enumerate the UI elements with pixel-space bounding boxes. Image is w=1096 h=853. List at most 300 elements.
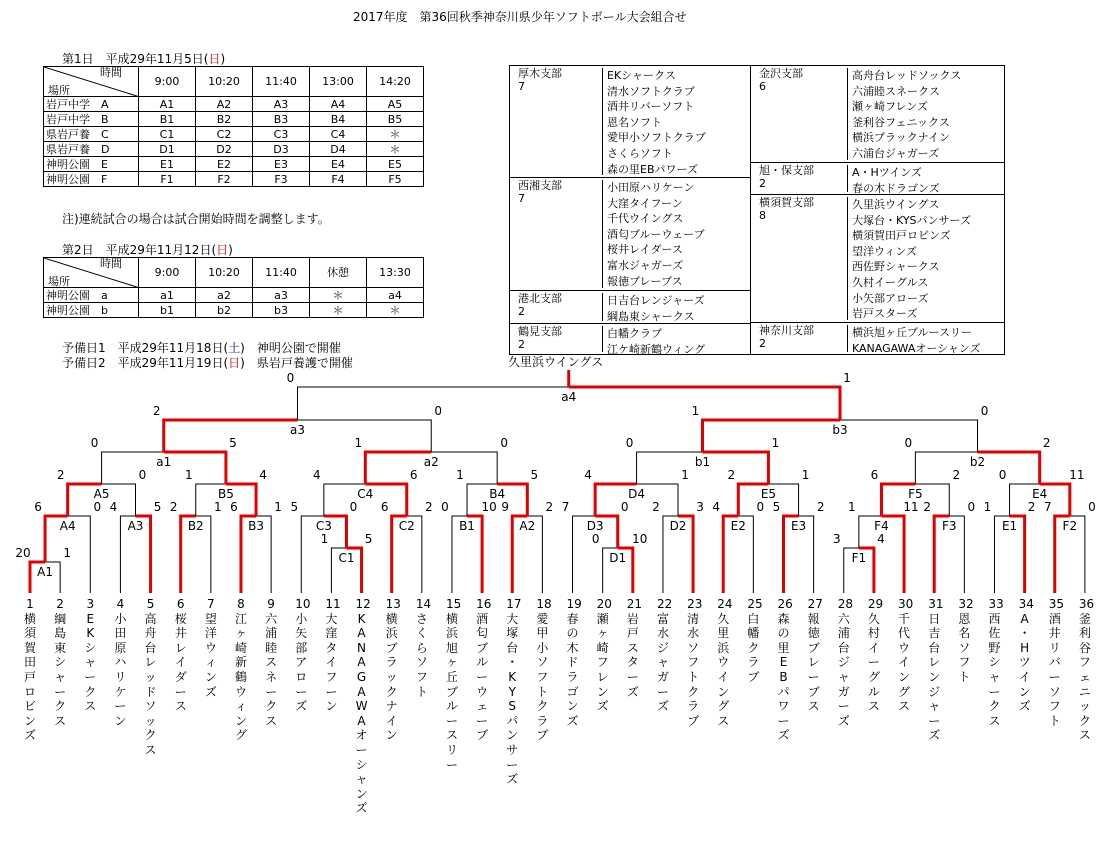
branch-team: 横浜旭ヶ丘ブルースリー — [852, 326, 973, 339]
branch-team: 千代ウイングス — [607, 212, 684, 226]
team-entry — [506, 597, 522, 787]
game-label: B1 — [459, 519, 475, 533]
team-name: 望 洋 ウ ィ ン ズ — [204, 611, 217, 699]
team-name: 岩 戸 ス タ ー ズ — [626, 611, 639, 699]
team-number: 2 — [56, 597, 64, 611]
game-cell: D3 — [253, 142, 310, 157]
team-name: 横 須 賀 田 戸 ロ ビ ン ズ — [24, 611, 37, 743]
score-label: 20 — [15, 546, 31, 560]
team-number: 10 — [295, 597, 311, 611]
game-cell: b3 — [253, 303, 310, 318]
score-label: 1 — [771, 436, 780, 450]
branch-team: 江ケ崎新鶴ウィング — [607, 342, 706, 356]
score-label: 4 — [584, 468, 592, 482]
branch-team: 瀬ヶ崎フレンズ — [852, 100, 928, 114]
team-number: 36 — [1078, 597, 1095, 611]
game-cell: A2 — [196, 97, 253, 112]
branch-label: 西湘支部 — [518, 179, 562, 192]
game-cell: F3 — [253, 172, 310, 187]
score-label: 0 — [93, 500, 102, 514]
day2-heading-text: 第2日 平成29年11月12日( — [62, 243, 217, 257]
team-entry — [988, 597, 1004, 728]
branch-count: 2 — [518, 337, 525, 351]
team-number: 29 — [867, 597, 884, 611]
score-label: 0 — [620, 500, 629, 514]
branch-team: 日吉台レンジャーズ — [607, 294, 705, 307]
game-cell: D2 — [196, 142, 253, 157]
score-label: 2 — [169, 500, 178, 514]
game-cell: C3 — [253, 127, 310, 142]
branch-count: 7 — [518, 79, 525, 93]
team-entry — [235, 597, 247, 743]
game-label: C4 — [357, 487, 374, 501]
time-header: 休憩 — [310, 258, 367, 288]
reserve-text: 予備日2 平成29年11月19日( — [62, 356, 229, 370]
branch-team: 久村イーグルス — [852, 275, 929, 289]
team-name: 大 窪 タ イ フ ー ン — [325, 611, 338, 714]
game-label: D4 — [628, 487, 646, 501]
team-name: 桜 井 レ イ ダ ー ス — [174, 611, 187, 714]
branch-team: 久里浜ウイングス — [852, 198, 940, 211]
game-cell: B2 — [196, 112, 253, 127]
game-cell: C1 — [139, 127, 196, 142]
bracket-winner-line — [365, 452, 431, 484]
game-label: C2 — [398, 519, 415, 533]
game-cell: F4 — [310, 172, 367, 187]
game-cell: ＊ — [367, 127, 424, 142]
branch-team: 横須賀田戸ロビンズ — [852, 229, 951, 243]
score-label: 11 — [903, 500, 919, 514]
game-label: A2 — [519, 519, 536, 533]
score-label: 0 — [349, 500, 358, 514]
score-label: 0 — [904, 436, 913, 450]
team-name: 酒 井 リ バ ー ソ フ ト — [1048, 611, 1061, 728]
team-name: 西 佐 野 シ ャ ー ク ス — [988, 611, 1001, 728]
game-label: a1 — [156, 455, 172, 469]
team-entry — [205, 597, 217, 699]
game-cell: B4 — [310, 112, 367, 127]
time-header: 9:00 — [139, 67, 196, 97]
score-label: 1 — [214, 500, 222, 514]
score-label: 2 — [952, 468, 961, 482]
team-number: 12 — [355, 597, 371, 611]
team-number: 7 — [207, 597, 215, 611]
team-number: 4 — [116, 597, 125, 611]
team-number: 14 — [415, 597, 432, 611]
game-cell: B5 — [367, 112, 424, 127]
team-entry — [898, 597, 914, 714]
champion-name: 久里浜ウイングス — [508, 355, 604, 369]
team-number: 9 — [267, 597, 275, 611]
game-label: b1 — [694, 455, 711, 469]
score-label: 11 — [1069, 468, 1085, 482]
reserve-text: 予備日1 平成29年11月18日( — [62, 341, 229, 355]
score-label: 5 — [153, 500, 162, 514]
score-label: 2 — [923, 500, 932, 514]
team-entry — [355, 597, 371, 816]
team-name: 日 吉 台 レ ン ジ ャ ー ズ — [928, 611, 941, 743]
game-label: a4 — [561, 390, 577, 404]
score-label: 1 — [681, 468, 689, 482]
game-cell: F1 — [139, 172, 196, 187]
team-name: 横 浜 ブ ラ ッ ク ナ イ ン — [385, 611, 398, 743]
score-label: 2 — [1027, 500, 1036, 514]
reserve-text: ) 県岩戸養護で開催 — [240, 356, 353, 370]
team-entry — [687, 597, 703, 728]
game-label: A4 — [59, 519, 76, 533]
team-number: 5 — [146, 597, 155, 611]
game-cell: b1 — [139, 303, 196, 318]
game-cell: E3 — [253, 157, 310, 172]
team-name: 大 塚 台 ・ K Y S パ ン サ ー ズ — [506, 611, 519, 787]
branch-label: 神奈川支部 — [759, 324, 814, 337]
branch-team: 綱島東シャークス — [607, 309, 695, 323]
score-label: 0 — [434, 404, 443, 418]
venue-cell: 神明公園 b — [44, 303, 139, 318]
team-entry — [445, 597, 462, 772]
team-name: 富 水 ジ ャ ガ ー ズ — [656, 611, 669, 714]
team-entry — [415, 597, 432, 699]
game-label: A1 — [37, 565, 53, 579]
team-name: 横 浜 旭 ヶ 丘 ブ ル ー ス リ ー — [445, 611, 458, 772]
score-label: 0 — [625, 436, 634, 450]
team-name: K A N A G A W A オ ー シ ャ ン ズ — [355, 611, 368, 816]
branch-team: さくらソフト — [607, 146, 673, 160]
game-label: a2 — [423, 455, 439, 469]
branch-team: 富水ジャガーズ — [607, 258, 684, 272]
score-label: 0 — [967, 500, 976, 514]
team-name: 恩 名 ソ フ ト — [958, 611, 971, 684]
game-cell: E1 — [139, 157, 196, 172]
team-name: 愛 甲 小 ソ フ ト ク ラ ブ — [536, 611, 549, 743]
team-entry — [1048, 597, 1065, 728]
score-label: 3 — [832, 532, 841, 546]
bracket-line — [102, 452, 164, 484]
game-label: B4 — [489, 487, 506, 501]
team-name: 森 の 里 E B パ ワ ー ズ — [777, 611, 790, 743]
game-cell: B3 — [253, 112, 310, 127]
day1-heading-sunday: 日 — [208, 52, 221, 66]
team-name: 清 水 ソ フ ト ク ラ ブ — [687, 611, 700, 728]
header-place-label: 場所 — [48, 275, 70, 288]
day1-heading-text: 第1日 平成29年11月5日( — [62, 52, 209, 66]
score-label: 1 — [801, 468, 810, 482]
game-cell: a4 — [367, 288, 424, 303]
team-number: 33 — [988, 597, 1004, 611]
game-label: A5 — [93, 487, 110, 501]
game-label: D2 — [669, 519, 687, 533]
score-label: 3 — [696, 500, 704, 514]
team-number: 34 — [1018, 597, 1034, 611]
score-label: 5 — [229, 436, 237, 450]
branch-team: 酒井リバーソフト — [607, 100, 695, 114]
bracket-winner-line — [702, 452, 768, 484]
branch-team: 清水ソフトクラブ — [607, 84, 695, 98]
team-entry — [837, 597, 854, 728]
game-label: E5 — [760, 487, 777, 501]
team-entry — [566, 597, 582, 728]
score-label: 4 — [109, 500, 118, 514]
header-place-label: 場所 — [48, 84, 70, 97]
score-label: 0 — [998, 468, 1007, 482]
team-number: 13 — [385, 597, 401, 611]
bracket-line — [297, 387, 568, 420]
score-label: 4 — [313, 468, 321, 482]
game-cell: ＊ — [367, 303, 424, 318]
time-header: 14:20 — [367, 67, 424, 97]
score-label: 2 — [424, 500, 433, 514]
branch-label: 金沢支部 — [759, 67, 803, 80]
team-number: 22 — [656, 597, 673, 611]
game-cell: a1 — [139, 288, 196, 303]
team-entry — [1078, 597, 1095, 743]
venue-cell: 県岩戸養 D — [44, 142, 139, 157]
branch-team: 愛甲小ソフトクラブ — [607, 131, 706, 145]
team-name: 釜 利 谷 フ ェ ニ ッ ク ス — [1078, 611, 1091, 743]
team-number: 28 — [837, 597, 854, 611]
score-label: 4 — [259, 468, 267, 482]
game-cell: ＊ — [310, 303, 367, 318]
team-entry — [54, 597, 66, 728]
team-name: 久 里 浜 ウ イ ン グ ス — [717, 611, 730, 728]
score-label: 1 — [843, 371, 851, 385]
branch-team: 六浦台ジャガーズ — [852, 146, 940, 160]
score-label: 1 — [354, 436, 363, 450]
branch-count: 2 — [518, 304, 525, 318]
game-cell: A1 — [139, 97, 196, 112]
bracket-winner-line — [569, 387, 840, 420]
score-label: 0 — [286, 371, 295, 385]
team-number: 19 — [566, 597, 582, 611]
score-label: 0 — [138, 468, 147, 482]
time-header: 10:20 — [196, 258, 253, 288]
game-cell: ＊ — [367, 142, 424, 157]
game-cell: D4 — [310, 142, 367, 157]
game-cell: E5 — [367, 157, 424, 172]
team-number: 3 — [86, 597, 95, 611]
day1-heading-close: ) — [220, 52, 226, 66]
score-label: 0 — [500, 436, 508, 450]
branch-count: 2 — [759, 176, 766, 190]
game-label: B2 — [187, 519, 204, 533]
game-label: D1 — [609, 551, 627, 565]
venue-cell: 神明公園 a — [44, 288, 139, 303]
team-number: 32 — [958, 597, 974, 611]
team-entry — [175, 597, 187, 714]
score-label: 6 — [380, 500, 389, 514]
team-name: 小 田 原 ハ リ ケ ー ン — [114, 611, 127, 728]
game-label: E4 — [1032, 487, 1048, 501]
team-name: 六 浦 台 ジ ャ ガ ー ズ — [837, 611, 850, 728]
game-label: C3 — [315, 519, 332, 533]
team-number: 16 — [476, 597, 492, 611]
branch-team: 小矢部アローズ — [852, 291, 929, 305]
game-cell: E4 — [310, 157, 367, 172]
team-number: 21 — [626, 597, 643, 611]
team-name: 江 ヶ 崎 新 鶴 ウ ィ ン グ — [234, 611, 247, 743]
team-number: 24 — [717, 597, 733, 611]
day2-heading-close: ) — [228, 243, 233, 257]
time-header: 10:20 — [196, 67, 253, 97]
score-label: 5 — [530, 468, 539, 482]
game-label: F4 — [874, 519, 889, 533]
team-number: 20 — [596, 597, 612, 611]
team-entry — [114, 597, 126, 728]
team-name: さ く ら ソ フ ト — [415, 611, 428, 699]
game-cell: C2 — [196, 127, 253, 142]
team-number: 17 — [506, 597, 522, 611]
team-entry — [385, 597, 401, 743]
score-label: 1 — [274, 500, 282, 514]
branch-team: A・Hツインズ — [852, 166, 922, 179]
team-name: 白 幡 ク ラ ブ — [747, 611, 760, 684]
score-label: 1 — [691, 404, 700, 418]
score-label: 1 — [848, 500, 856, 514]
team-name: 瀬 ヶ 崎 フ レ ン ズ — [596, 611, 609, 714]
reserve-text: ) 神明公園で開催 — [240, 341, 341, 355]
venue-cell: 岩戸中学 B — [44, 112, 139, 127]
score-label: 1 — [456, 468, 464, 482]
game-cell: B1 — [139, 112, 196, 127]
time-header: 13:30 — [367, 258, 424, 288]
game-cell: F2 — [196, 172, 253, 187]
game-label: F1 — [851, 551, 867, 565]
team-entry — [656, 597, 673, 714]
bracket-line — [297, 420, 431, 452]
team-number: 8 — [237, 597, 245, 611]
branch-team: EKシャークス — [607, 69, 676, 82]
team-entry — [536, 597, 552, 743]
game-label: E2 — [730, 519, 746, 533]
game-cell: A4 — [310, 97, 367, 112]
branch-team: 春の木ドラゴンズ — [852, 181, 940, 195]
venue-cell: 神明公園 E — [44, 157, 139, 172]
game-cell: A3 — [253, 97, 310, 112]
score-label: 6 — [409, 468, 418, 482]
score-label: 0 — [441, 500, 449, 514]
game-label: D3 — [586, 519, 604, 533]
team-entry — [958, 597, 974, 685]
game-label: A3 — [127, 519, 144, 533]
team-number: 27 — [807, 597, 823, 611]
score-label: 0 — [90, 436, 99, 450]
team-number: 15 — [445, 597, 462, 611]
team-name: A ・ H ツ イ ン ズ — [1018, 611, 1031, 714]
venue-cell: 県岩戸養 C — [44, 127, 139, 142]
score-label: 0 — [1088, 500, 1096, 514]
score-label: 6 — [34, 500, 42, 514]
score-label: 6 — [870, 468, 879, 482]
team-entry — [596, 597, 612, 714]
team-number: 35 — [1048, 597, 1065, 611]
score-label: 2 — [816, 500, 825, 514]
branch-team: 酒匂ブルーウェーブ — [607, 227, 705, 241]
team-entry — [265, 597, 277, 728]
team-name: 綱 島 東 シ ャ ー ク ス — [54, 611, 67, 728]
note-text: 注)連続試合の場合は試合開始時間を調整します。 — [62, 212, 330, 226]
game-label: E1 — [1001, 519, 1018, 533]
game-cell: A5 — [367, 97, 424, 112]
score-label: 4 — [877, 532, 885, 546]
team-entry — [867, 597, 884, 714]
branch-team: 横浜ブラックナイン — [852, 131, 951, 145]
team-number: 11 — [325, 597, 341, 611]
branch-team: 大塚台・KYSパンサーズ — [852, 213, 971, 227]
score-label: 1 — [320, 532, 329, 546]
branch-team: 桜井レイダース — [607, 243, 683, 257]
team-name: 小 矢 部 ア ロ ー ズ — [295, 611, 308, 714]
score-label: 0 — [756, 500, 765, 514]
score-label: 10 — [481, 500, 497, 514]
game-label: F5 — [908, 487, 923, 501]
score-label: 5 — [772, 500, 781, 514]
team-entry — [325, 597, 341, 714]
score-label: 7 — [561, 500, 570, 514]
game-label: B3 — [248, 519, 264, 533]
score-label: 1 — [184, 468, 193, 482]
team-number: 6 — [176, 597, 185, 611]
branch-team: 岩戸スターズ — [852, 307, 918, 321]
team-entry — [626, 597, 643, 699]
branch-label: 旭・保支部 — [759, 164, 814, 177]
team-number: 25 — [747, 597, 763, 611]
score-label: 2 — [545, 500, 554, 514]
score-label: 10 — [632, 532, 648, 546]
score-label: 4 — [712, 500, 721, 514]
branch-label: 鶴見支部 — [518, 325, 562, 338]
team-number: 31 — [928, 597, 944, 611]
team-entry — [1018, 597, 1034, 714]
score-label: 2 — [152, 404, 161, 418]
team-name: 高 舟 台 レ ッ ド ソ ッ ク ス — [144, 611, 157, 757]
team-name: 春 の 木 ド ラ ゴ ン ズ — [566, 611, 579, 728]
game-cell: b2 — [196, 303, 253, 318]
score-label: 5 — [290, 500, 299, 514]
bracket-winner-line — [164, 452, 226, 484]
branch-count: 6 — [759, 79, 766, 93]
team-entry — [807, 597, 823, 714]
branch-team: 白幡クラブ — [607, 327, 662, 340]
venue-cell: 神明公園 F — [44, 172, 139, 187]
branch-team: 大窪タイフーン — [607, 196, 683, 210]
bracket-winner-line — [978, 452, 1040, 484]
game-cell: ＊ — [310, 288, 367, 303]
game-label: b3 — [832, 423, 848, 437]
branch-count: 7 — [518, 191, 525, 205]
team-number: 26 — [777, 597, 793, 611]
branch-label: 港北支部 — [518, 292, 562, 305]
branch-team: 小田原ハリケーン — [607, 181, 695, 194]
game-label: b2 — [969, 455, 986, 469]
team-entry — [24, 597, 36, 743]
branch-label: 横須賀支部 — [759, 196, 814, 209]
bracket-line — [915, 452, 977, 484]
game-cell: F5 — [367, 172, 424, 187]
team-number: 23 — [687, 597, 703, 611]
branch-count: 2 — [759, 336, 766, 350]
game-cell: a3 — [253, 288, 310, 303]
reserve-saturday: 土 — [228, 341, 241, 355]
branch-team: 六浦睦スネークス — [852, 84, 940, 98]
team-name: 千 代 ウ イ ン グ ス — [898, 611, 911, 714]
branch-team: 報徳ブレーブス — [607, 274, 683, 288]
header-time-label: 時間 — [100, 257, 122, 270]
team-entry — [145, 597, 157, 758]
venue-cell: 岩戸中学 A — [44, 97, 139, 112]
team-name: 酒 匂 ブ ル ー ウ ェ ー ブ — [476, 611, 489, 743]
team-entry — [747, 597, 763, 685]
branch-team: 森の里EBパワーズ — [607, 162, 698, 176]
